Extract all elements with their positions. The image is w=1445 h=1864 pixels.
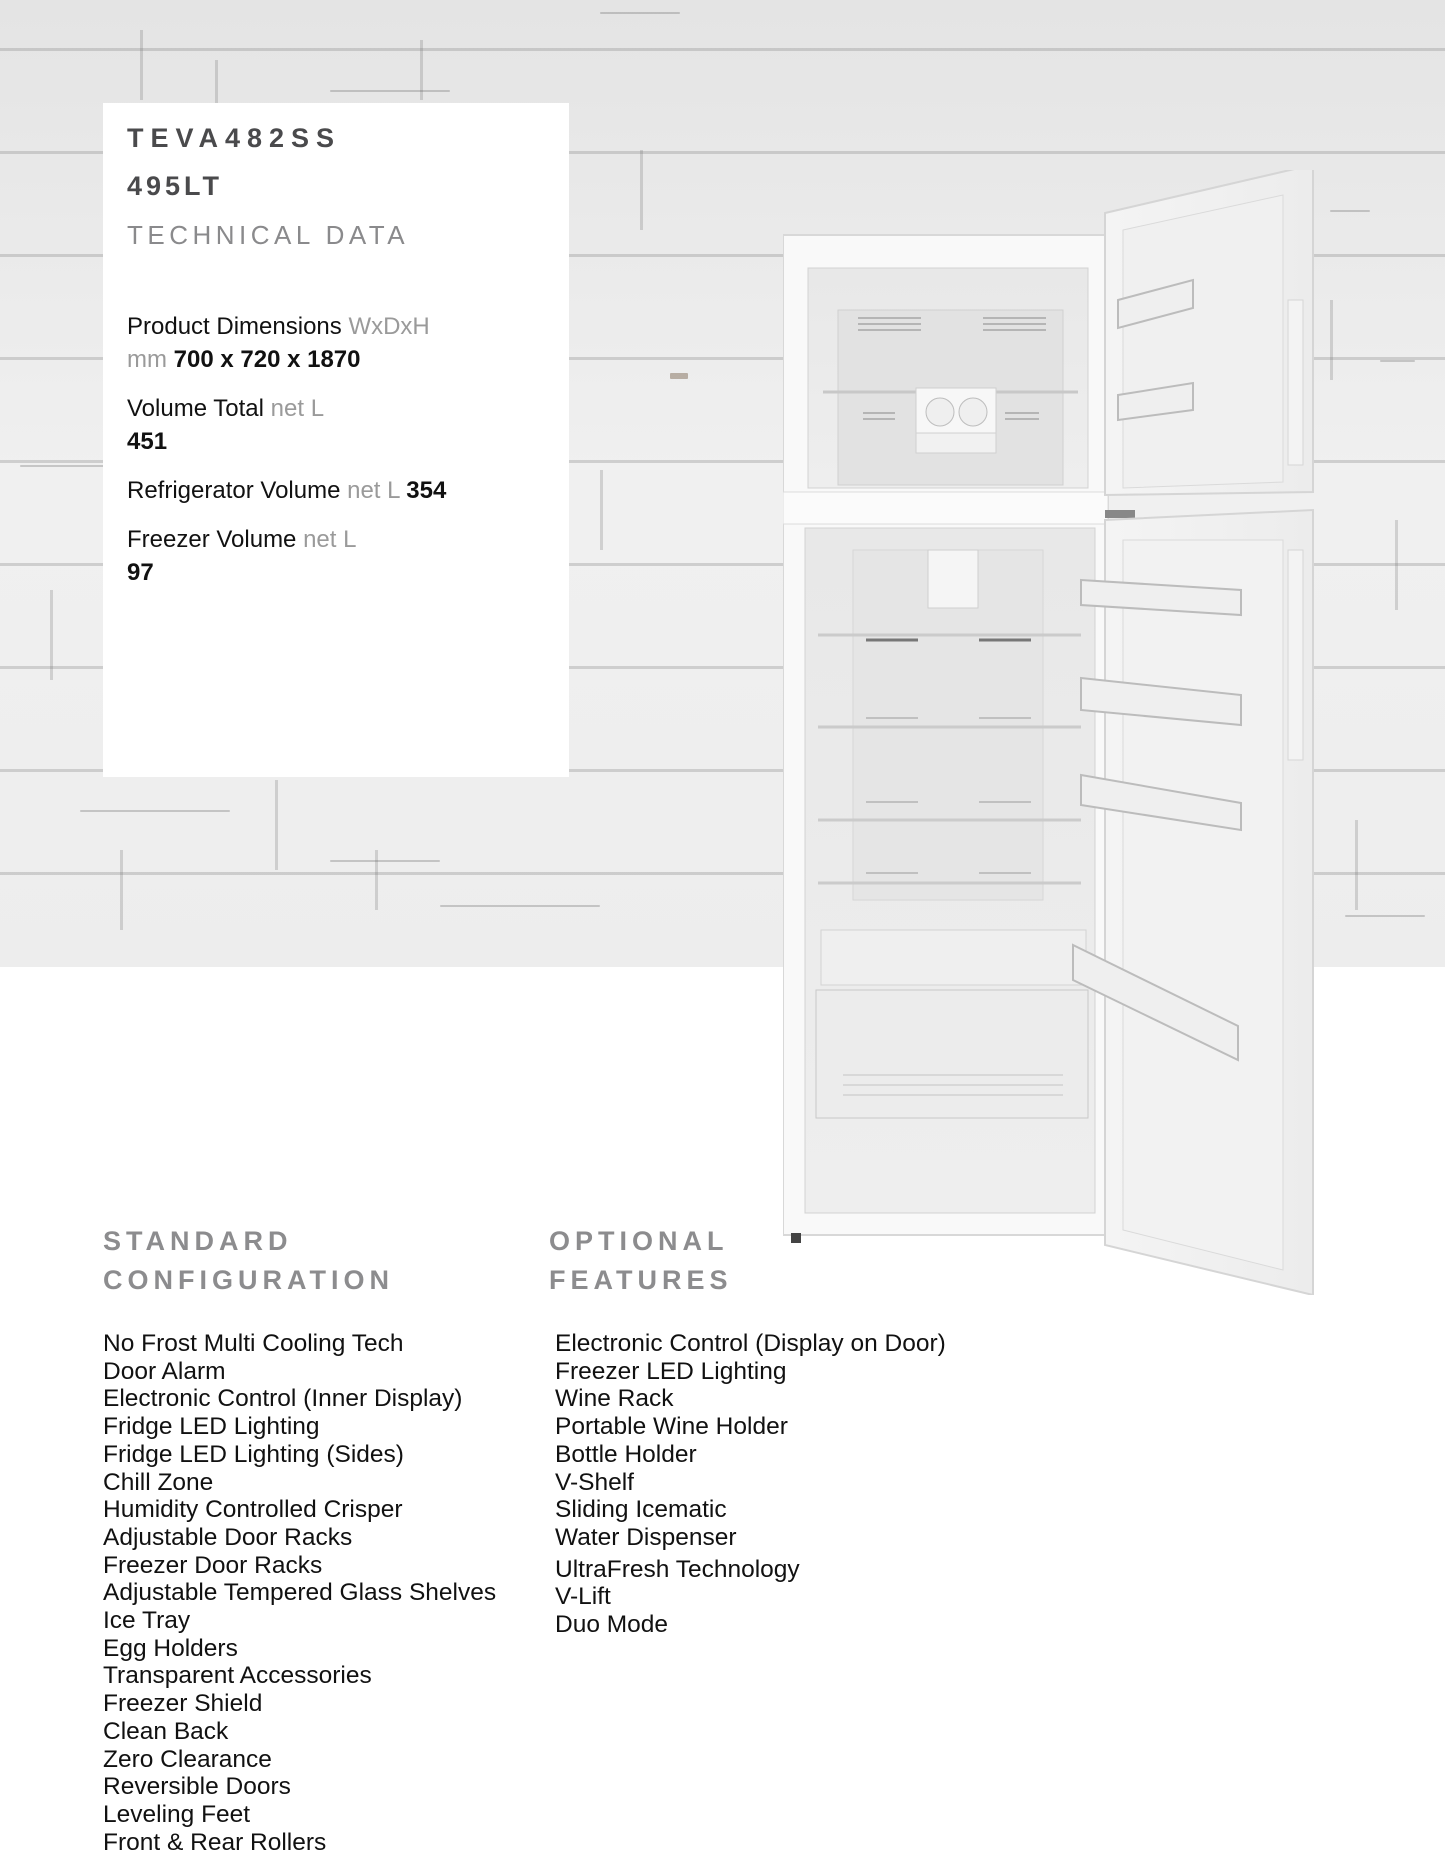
spec-unit: net L — [303, 526, 357, 553]
optional-features-heading — [549, 1222, 733, 1300]
list-item: Freezer Shield — [103, 1690, 263, 1718]
technical-data-card — [103, 103, 569, 777]
list-item: Water Dispenser — [555, 1523, 737, 1551]
technical-data-heading: TECHNICAL DATA — [127, 220, 410, 250]
list-item: Duo Mode — [555, 1611, 669, 1639]
list-item: Freezer LED Lighting — [555, 1357, 787, 1385]
heading-line: CONFIGURATION — [103, 1265, 394, 1295]
spec-unit: net L — [347, 477, 400, 504]
standard-features-list — [103, 1330, 496, 1856]
list-item: UltraFresh Technology — [555, 1555, 800, 1583]
spec-label: Product Dimensions — [127, 313, 342, 340]
list-item: Zero Clearance — [103, 1745, 272, 1773]
list-item: Electronic Control (Display on Door) — [555, 1330, 946, 1357]
spec-list — [127, 310, 557, 605]
list-item: Clean Back — [103, 1717, 229, 1745]
list-item: Door Alarm — [103, 1357, 226, 1385]
list-item: Humidity Controlled Crisper — [103, 1496, 403, 1524]
list-item: Adjustable Door Racks — [103, 1523, 353, 1551]
list-item: Ice Tray — [103, 1607, 191, 1635]
list-item: Fridge LED Lighting — [103, 1413, 320, 1441]
spec-value: 700 x 720 x 1870 — [173, 346, 361, 373]
list-item: V-Shelf — [555, 1468, 634, 1496]
standard-configuration-heading — [103, 1222, 394, 1300]
spec-value: 97 — [127, 559, 154, 586]
list-item: Freezer Door Racks — [103, 1551, 323, 1579]
list-item: No Frost Multi Cooling Tech — [103, 1330, 404, 1357]
list-item: Transparent Accessories — [103, 1662, 372, 1690]
list-item: Bottle Holder — [555, 1440, 697, 1468]
spec-volume-total — [127, 392, 557, 458]
list-item: Sliding Icematic — [555, 1496, 727, 1524]
spec-unit: WxDxH — [348, 313, 430, 340]
list-item: Reversible Doors — [103, 1773, 291, 1801]
list-item: Electronic Control (Inner Display) — [103, 1385, 463, 1413]
heading-line: FEATURES — [549, 1265, 733, 1295]
spec-unit: mm — [127, 346, 167, 373]
spec-dimensions — [127, 310, 557, 376]
list-item: Chill Zone — [103, 1468, 214, 1496]
spec-label: Refrigerator Volume — [127, 477, 341, 504]
list-item: Wine Rack — [555, 1385, 674, 1413]
spec-freezer-volume — [127, 523, 557, 589]
list-item: Front & Rear Rollers — [103, 1828, 327, 1856]
list-item: Leveling Feet — [103, 1800, 251, 1828]
heading-line: OPTIONAL — [549, 1226, 729, 1256]
list-item: Portable Wine Holder — [555, 1413, 788, 1441]
model-number: TEVA482SS — [127, 123, 342, 153]
optional-features-list — [555, 1330, 946, 1639]
spec-refrigerator-volume — [127, 474, 557, 507]
capacity-label: 495LT — [127, 171, 224, 201]
spec-label: Freezer Volume — [127, 526, 297, 553]
spec-unit: net L — [270, 395, 325, 422]
list-item: V-Lift — [555, 1583, 611, 1611]
fridge-product-image — [783, 170, 1323, 1295]
list-item: Fridge LED Lighting (Sides) — [103, 1440, 404, 1468]
spec-value: 451 — [127, 428, 168, 455]
list-item: Adjustable Tempered Glass Shelves — [103, 1579, 497, 1607]
fridge-open-doors-icon — [783, 170, 1323, 1295]
spec-label: Volume Total — [127, 395, 264, 422]
list-item: Egg Holders — [103, 1634, 238, 1662]
heading-line: STANDARD — [103, 1226, 293, 1256]
spec-value: 354 — [406, 477, 447, 504]
